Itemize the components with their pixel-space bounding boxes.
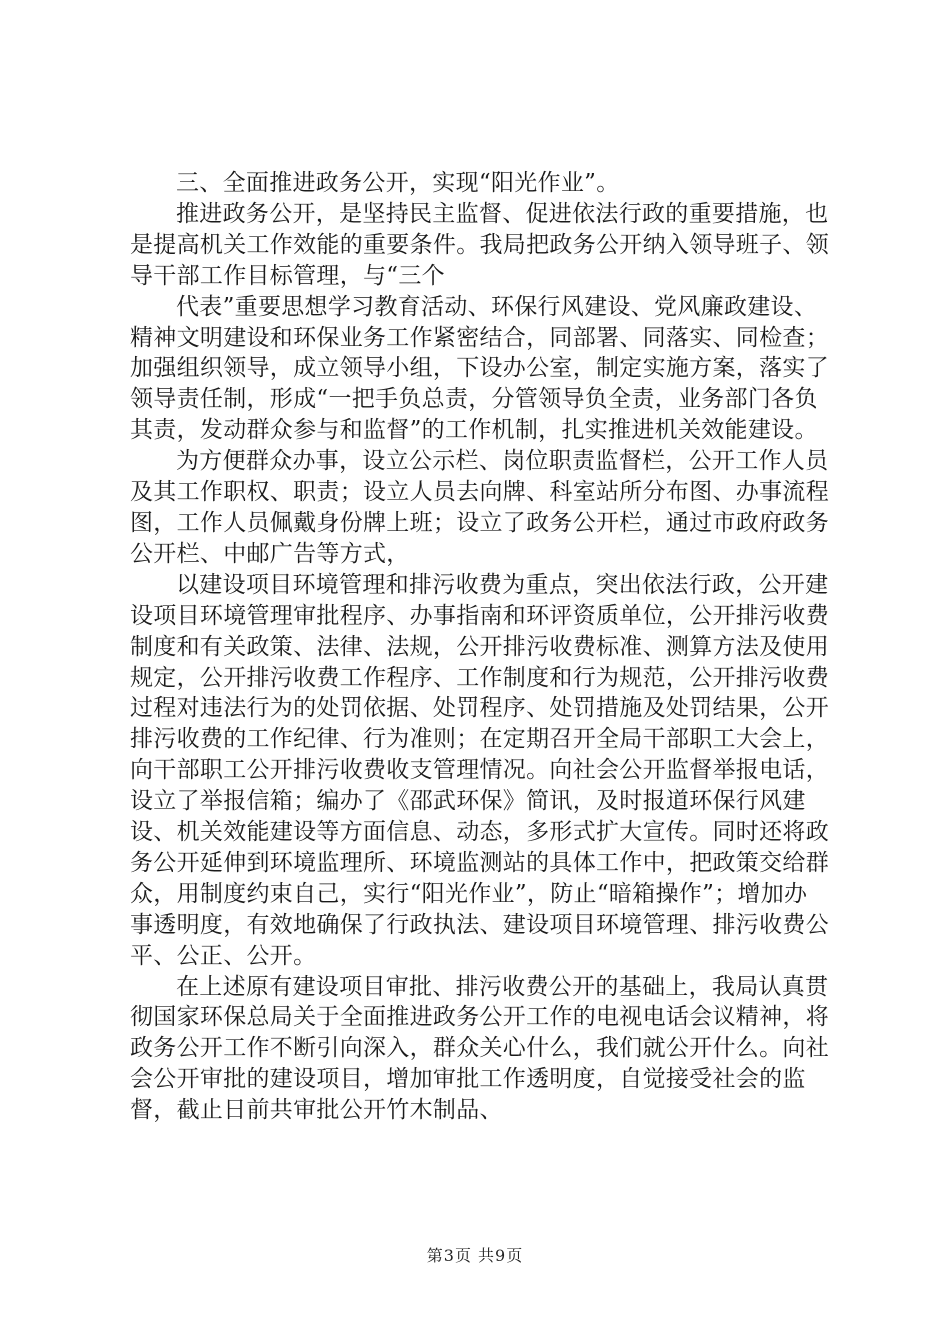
- section-heading: 三、全面推进政务公开，实现“阳光作业”。: [176, 170, 620, 196]
- paragraph-4: 以建设项目环境管理和排污收费为重点，突出依法行政，公开建设项目环境管理审批程序、办事指南和环评资质单位，公开排污收费制度和有关政策、法律、法规，公开排污收费标准、测算方法及使用规定，公开排污收费工作程序、工作制度和行为规范，公开排污收费过程对违法行为的处罚依据、处罚程序、处罚措施及处罚结果，公开排污收费的工作纪律、行为准则；在定期召开全局干部职工大会上，向干部职工公开排污收费收支管理情况。向社会公开监督举报电话，设立了举报信箱；编办了《邵武环保》简讯，及时报道环保行风建设、机关效能建设等方面信息、动态，多形式扩大宣传。同时还将政务公开延伸到环境监理所、环境监测站的具体工作中，把政策交给群众，用制度约束自己，实行“阳光作业”，防止“暗箱操作”；增加办事透明度，有效地确保了行政执法、建设项目环境管理、排污收费公平、公正、公开。: [130, 571, 829, 969]
- paragraph-3: 为方便群众办事，设立公示栏、岗位职责监督栏，公开工作人员及其工作职权、职责；设立人员去向牌、科室站所分布图、办事流程图，工作人员佩戴身份牌上班；设立了政务公开栏，通过市政府政务公开栏、中邮广告等方式，: [130, 448, 829, 567]
- paragraph-5: 在上述原有建设项目审批、排污收费公开的基础上，我局认真贯彻国家环保总局关于全面推进政务公开工作的电视电话会议精神，将政务公开工作不断引向深入，群众关心什么，我们就公开什么。向社会公开审批的建设项目，增加审批工作透明度，自觉接受社会的监督，截止日前共审批公开竹木制品、: [130, 973, 829, 1124]
- document-body: [130, 168, 830, 1126]
- paragraph-1: 推进政务公开，是坚持民主监督、促进依法行政的重要措施，也是提高机关工作效能的重要条件。我局把政务公开纳入领导班子、领导干部工作目标管理，与“三个: [130, 200, 829, 289]
- paragraph-2: 代表”重要思想学习教育活动、环保行风建设、党风廉政建设、精神文明建设和环保业务工作紧密结合，同部署、同落实、同检查；加强组织领导，成立领导小组，下设办公室，制定实施方案，落实了领导责任制，形成“一把手负总责，分管领导负全责，业务部门各负其责，发动群众参与和监督”的工作机制，扎实推进机关效能建设。: [130, 293, 829, 444]
- page-footer: 第3页 共9页: [426, 1246, 524, 1265]
